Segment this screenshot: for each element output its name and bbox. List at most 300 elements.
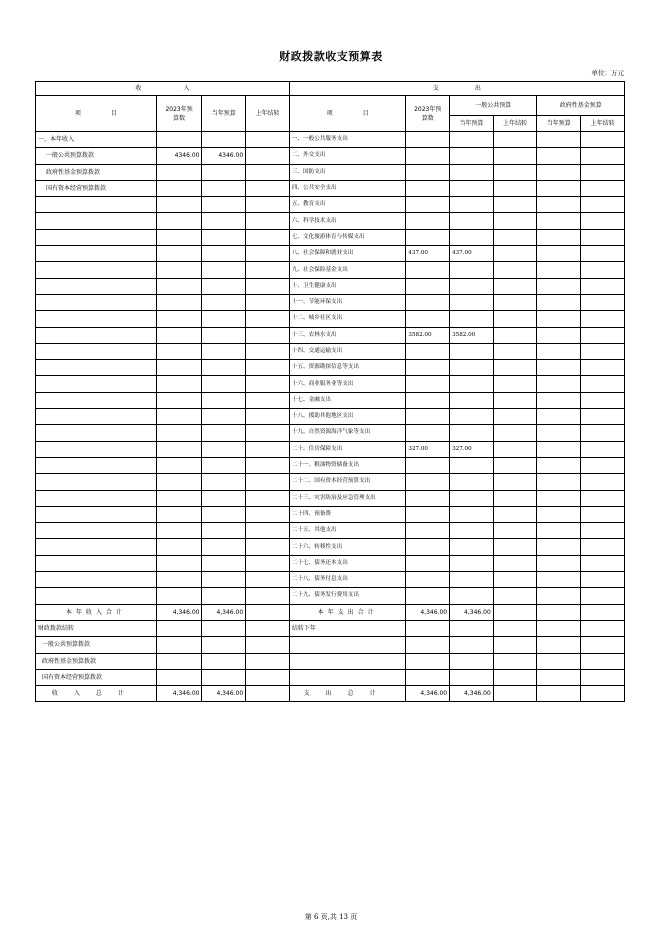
expense-subtotal-budget: 4,346.00 (406, 604, 450, 620)
expense-gp-current-cell (450, 148, 494, 164)
expense-budget-cell (406, 523, 450, 539)
income-prev-cell (246, 490, 290, 506)
income-prev-cell (246, 262, 290, 278)
expense-gf-prev-cell (581, 213, 625, 229)
income-current-cell (202, 164, 246, 180)
income-current-cell (202, 539, 246, 555)
expense-budget-cell: 437.00 (406, 246, 450, 262)
expense-subtotal-gp-current: 4,346.00 (450, 604, 494, 620)
expense-gp-current-cell (450, 229, 494, 245)
income-item-cell (36, 588, 157, 604)
expense-gp-prev-cell (493, 392, 537, 408)
expense-carry-value (537, 669, 581, 685)
expense-item-cell: 二十三、灾害防治及应急管理支出 (289, 490, 406, 506)
expense-carry-value (450, 620, 494, 636)
income-current-cell (202, 360, 246, 376)
expense-gf-current-cell (537, 588, 581, 604)
expense-item-cell: 十九、自然资源海洋气象等支出 (289, 425, 406, 441)
income-budget-cell (156, 164, 202, 180)
expense-item-cell: 二十、住房保障支出 (289, 441, 406, 457)
expense-gf-prev-cell (581, 539, 625, 555)
income-current-cell (202, 343, 246, 359)
table-row (36, 490, 625, 506)
expense-item-cell: 二十二、国有资本经营预算支出 (289, 474, 406, 490)
expense-item-cell: 七、文化旅游体育与传媒支出 (289, 229, 406, 245)
expense-gp-prev-cell (493, 441, 537, 457)
expense-gf-prev-cell (581, 180, 625, 196)
carry-row (36, 653, 625, 669)
income-carry-item: 一般公共预算拨款 (36, 637, 157, 653)
table-row (36, 392, 625, 408)
expense-gp-prev-cell (493, 360, 537, 376)
expense-gp-prev-cell (493, 262, 537, 278)
page-title: 财政拨款收支预算表 (279, 50, 383, 63)
income-item-cell (36, 425, 157, 441)
income-prev-cell (246, 311, 290, 327)
expense-gp-current-cell (450, 311, 494, 327)
expense-gp-current-cell (450, 588, 494, 604)
income-prev-cell (246, 555, 290, 571)
expense-gf-prev-cell (581, 262, 625, 278)
income-carry-value (246, 620, 290, 636)
income-subtotal-prev (246, 604, 290, 620)
expense-gp-current-cell: 3582.00 (450, 327, 494, 343)
expense-gp-current-cell (450, 425, 494, 441)
income-item-cell: 一、本年收入 (36, 132, 157, 148)
income-current-cell (202, 180, 246, 196)
expense-gf-prev-cell (581, 148, 625, 164)
expense-gp-current-cell (450, 474, 494, 490)
expense-gf-prev-cell (581, 311, 625, 327)
gov-fund-header: 政府性基金预算 (537, 96, 625, 116)
income-current-cell (202, 262, 246, 278)
expense-item-cell: 八、社会保障和就业支出 (289, 246, 406, 262)
expense-item-cell: 十五、资源勘探信息等支出 (289, 360, 406, 376)
expense-carry-value (493, 637, 537, 653)
gp-current-header: 当年预算 (450, 116, 494, 132)
income-item-cell: 一般公共预算拨款 (36, 148, 157, 164)
expense-gp-current-cell (450, 572, 494, 588)
gp-prev-header: 上年结转 (493, 116, 537, 132)
expense-gf-prev-cell (581, 588, 625, 604)
expense-budget-cell: 327.00 (406, 441, 450, 457)
income-item-header: 项 目 (36, 96, 157, 132)
expense-budget-cell (406, 197, 450, 213)
expense-carry-item (289, 669, 406, 685)
expense-gp-current-cell: 437.00 (450, 246, 494, 262)
income-carry-item: 政府性基金预算拨款 (36, 653, 157, 669)
expense-item-cell: 十一、节能环保支出 (289, 294, 406, 310)
table-row (36, 246, 625, 262)
expense-carry-value (581, 669, 625, 685)
income-item-cell (36, 490, 157, 506)
expense-budget-cell (406, 311, 450, 327)
expense-gf-prev-cell (581, 376, 625, 392)
expense-gf-prev-cell (581, 457, 625, 473)
expense-gp-prev-cell (493, 555, 537, 571)
income-budget-cell (156, 523, 202, 539)
expense-item-cell: 十二、城乡社区支出 (289, 311, 406, 327)
expense-gf-prev-cell (581, 572, 625, 588)
income-current-cell (202, 425, 246, 441)
expense-budget-cell (406, 360, 450, 376)
table-row (36, 555, 625, 571)
expense-gf-prev-cell (581, 246, 625, 262)
income-budget-cell (156, 392, 202, 408)
expense-budget-cell: 3582.00 (406, 327, 450, 343)
income-budget-cell (156, 278, 202, 294)
expense-total-gf-prev (581, 686, 625, 702)
income-prev-cell (246, 246, 290, 262)
income-item-cell (36, 360, 157, 376)
income-current-cell (202, 409, 246, 425)
income-total-current: 4,346.00 (202, 686, 246, 702)
expense-carry-value (406, 653, 450, 669)
income-item-cell (36, 246, 157, 262)
income-prev-cell (246, 343, 290, 359)
expense-carry-value (581, 620, 625, 636)
expense-gf-prev-cell (581, 523, 625, 539)
expense-gf-current-cell (537, 164, 581, 180)
expense-item-cell: 六、科学技术支出 (289, 213, 406, 229)
income-current-cell (202, 392, 246, 408)
expense-budget-header: 2023年预算数 (406, 96, 450, 132)
table-row (36, 425, 625, 441)
income-current-cell (202, 572, 246, 588)
table-row (36, 327, 625, 343)
expense-subtotal-gf-current (537, 604, 581, 620)
expense-gf-prev-cell (581, 425, 625, 441)
income-item-cell (36, 229, 157, 245)
expense-gf-prev-cell (581, 294, 625, 310)
income-budget-cell (156, 376, 202, 392)
expense-carry-value (406, 637, 450, 653)
income-carry-value (246, 637, 290, 653)
income-budget-cell (156, 409, 202, 425)
income-current-cell (202, 555, 246, 571)
income-item-cell (36, 555, 157, 571)
income-budget-cell (156, 539, 202, 555)
expense-carry-value (537, 653, 581, 669)
income-prev-cell (246, 523, 290, 539)
expense-carry-value (493, 620, 537, 636)
expense-gf-current-cell (537, 360, 581, 376)
expense-gf-current-cell (537, 327, 581, 343)
table-row (36, 588, 625, 604)
gf-prev-header: 上年结转 (581, 116, 625, 132)
expense-carry-value (450, 653, 494, 669)
expense-budget-cell (406, 392, 450, 408)
income-current-cell (202, 197, 246, 213)
income-carry-value (202, 653, 246, 669)
expense-gp-current-cell (450, 164, 494, 180)
expense-budget-cell (406, 506, 450, 522)
income-prev-cell (246, 588, 290, 604)
income-budget-cell: 4346.00 (156, 148, 202, 164)
income-item-cell (36, 572, 157, 588)
expense-item-cell: 二、外交支出 (289, 148, 406, 164)
table-row (36, 572, 625, 588)
income-budget-cell (156, 360, 202, 376)
income-current-header: 当年预算 (202, 96, 246, 132)
expense-budget-cell (406, 539, 450, 555)
income-prev-cell (246, 392, 290, 408)
income-prev-cell (246, 425, 290, 441)
income-current-cell (202, 588, 246, 604)
table-row (36, 409, 625, 425)
expense-budget-cell (406, 343, 450, 359)
income-item-cell: 政府性基金预算拨款 (36, 164, 157, 180)
income-subtotal-current: 4,346.00 (202, 604, 246, 620)
expense-gp-current-cell (450, 213, 494, 229)
expense-carry-value (537, 620, 581, 636)
expense-budget-cell (406, 376, 450, 392)
expense-gf-prev-cell (581, 229, 625, 245)
table-row (36, 506, 625, 522)
income-current-cell: 4346.00 (202, 148, 246, 164)
income-carry-item: 财政拨款结转 (36, 620, 157, 636)
income-carry-value (202, 637, 246, 653)
expense-carry-value (450, 637, 494, 653)
expense-gp-prev-cell (493, 539, 537, 555)
expense-item-cell: 二十五、其他支出 (289, 523, 406, 539)
income-carry-item: 国有资本经营预算拨款 (36, 669, 157, 685)
income-current-cell (202, 213, 246, 229)
income-prev-cell (246, 213, 290, 229)
expense-gf-current-cell (537, 376, 581, 392)
income-item-cell (36, 409, 157, 425)
expense-carry-value (493, 653, 537, 669)
expense-gp-current-cell (450, 294, 494, 310)
income-item-cell (36, 294, 157, 310)
expense-gp-prev-cell (493, 213, 537, 229)
expense-item-cell: 一、一般公共服务支出 (289, 132, 406, 148)
expense-gf-current-cell (537, 294, 581, 310)
expense-budget-cell (406, 474, 450, 490)
expense-gp-current-cell (450, 180, 494, 196)
expense-item-cell: 二十一、粮油物资储备支出 (289, 457, 406, 473)
table-row (36, 213, 625, 229)
expense-item-cell: 二十六、转移性支出 (289, 539, 406, 555)
income-budget-cell (156, 425, 202, 441)
expense-gp-prev-cell (493, 229, 537, 245)
income-budget-cell (156, 294, 202, 310)
expense-carry-value (406, 669, 450, 685)
expense-gf-current-cell (537, 490, 581, 506)
expense-gp-current-cell (450, 523, 494, 539)
income-current-cell (202, 311, 246, 327)
expense-budget-cell (406, 409, 450, 425)
total-row (36, 686, 625, 702)
income-current-cell (202, 327, 246, 343)
income-budget-cell (156, 490, 202, 506)
expense-gp-prev-cell (493, 197, 537, 213)
expense-gp-prev-cell (493, 246, 537, 262)
expense-gp-prev-cell (493, 376, 537, 392)
expense-item-cell: 二十四、预备费 (289, 506, 406, 522)
expense-gp-prev-cell (493, 506, 537, 522)
table-row (36, 376, 625, 392)
income-current-cell (202, 474, 246, 490)
expense-budget-cell (406, 164, 450, 180)
expense-gf-prev-cell (581, 164, 625, 180)
expense-gf-prev-cell (581, 392, 625, 408)
table-row (36, 474, 625, 490)
income-budget-cell (156, 474, 202, 490)
expense-gp-prev-cell (493, 132, 537, 148)
income-prev-cell (246, 197, 290, 213)
expense-total-label: 支出总计 (289, 686, 406, 702)
expense-gp-current-cell (450, 457, 494, 473)
expense-item-cell: 十六、商业服务业等支出 (289, 376, 406, 392)
table-row (36, 539, 625, 555)
carry-row (36, 637, 625, 653)
income-item-cell (36, 441, 157, 457)
expense-gp-prev-cell (493, 457, 537, 473)
table-row (36, 311, 625, 327)
expense-gp-current-cell (450, 197, 494, 213)
expense-gf-current-cell (537, 132, 581, 148)
expense-budget-cell (406, 425, 450, 441)
expense-budget-cell (406, 588, 450, 604)
expense-item-cell: 十四、交通运输支出 (289, 343, 406, 359)
gf-current-header: 当年预算 (537, 116, 581, 132)
income-prev-cell (246, 180, 290, 196)
income-prev-cell (246, 376, 290, 392)
expense-budget-cell (406, 490, 450, 506)
expense-budget-cell (406, 572, 450, 588)
expense-item-cell: 五、教育支出 (289, 197, 406, 213)
expense-gp-current-cell: 327.00 (450, 441, 494, 457)
table-row (36, 343, 625, 359)
expense-gf-current-cell (537, 539, 581, 555)
expense-carry-item: 结转下年 (289, 620, 406, 636)
income-budget-cell (156, 572, 202, 588)
expense-gp-current-cell (450, 376, 494, 392)
expense-budget-cell (406, 457, 450, 473)
income-budget-cell (156, 588, 202, 604)
table-row (36, 132, 625, 148)
income-budget-cell (156, 180, 202, 196)
income-current-cell (202, 294, 246, 310)
table-row (36, 180, 625, 196)
expense-gf-prev-cell (581, 132, 625, 148)
income-budget-cell (156, 262, 202, 278)
expense-item-cell: 二十八、债务付息支出 (289, 572, 406, 588)
expense-gp-current-cell (450, 506, 494, 522)
income-item-cell (36, 376, 157, 392)
income-carry-value (156, 620, 202, 636)
expense-gf-prev-cell (581, 409, 625, 425)
budget-table (35, 81, 625, 702)
expense-budget-cell (406, 229, 450, 245)
expense-group-header: 支 出 (289, 82, 624, 96)
income-budget-cell (156, 229, 202, 245)
income-budget-cell (156, 213, 202, 229)
table-row (36, 262, 625, 278)
income-budget-cell (156, 246, 202, 262)
page-footer: 第 6 页,共 13 页 (304, 913, 358, 921)
income-item-cell (36, 474, 157, 490)
income-item-cell (36, 327, 157, 343)
expense-gf-current-cell (537, 148, 581, 164)
expense-gp-prev-cell (493, 294, 537, 310)
income-budget-cell (156, 132, 202, 148)
income-budget-cell (156, 506, 202, 522)
expense-item-cell: 十八、援助其他地区支出 (289, 409, 406, 425)
table-row (36, 457, 625, 473)
expense-item-cell: 十七、金融支出 (289, 392, 406, 408)
income-total-budget: 4,346.00 (156, 686, 202, 702)
expense-gf-current-cell (537, 555, 581, 571)
income-current-cell (202, 506, 246, 522)
expense-gf-current-cell (537, 311, 581, 327)
income-prev-header: 上年结转 (246, 96, 290, 132)
expense-gf-current-cell (537, 474, 581, 490)
income-item-cell (36, 343, 157, 359)
expense-gp-current-cell (450, 278, 494, 294)
expense-gp-current-cell (450, 490, 494, 506)
income-current-cell (202, 229, 246, 245)
table-row (36, 441, 625, 457)
expense-gp-prev-cell (493, 343, 537, 359)
income-subtotal-label: 本年收入合计 (36, 604, 157, 620)
income-prev-cell (246, 278, 290, 294)
income-prev-cell (246, 229, 290, 245)
expense-gp-prev-cell (493, 572, 537, 588)
expense-subtotal-label: 本年支出合计 (289, 604, 406, 620)
table-row (36, 278, 625, 294)
expense-gp-current-cell (450, 262, 494, 278)
subtotal-row (36, 604, 625, 620)
expense-gf-prev-cell (581, 506, 625, 522)
income-subtotal-budget: 4,346.00 (156, 604, 202, 620)
expense-gf-current-cell (537, 425, 581, 441)
expense-gp-current-cell (450, 539, 494, 555)
expense-gf-current-cell (537, 229, 581, 245)
expense-carry-item (289, 653, 406, 669)
income-group-header: 收 入 (36, 82, 290, 96)
income-prev-cell (246, 539, 290, 555)
table-row (36, 148, 625, 164)
table-row (36, 523, 625, 539)
expense-carry-value (581, 653, 625, 669)
expense-gf-prev-cell (581, 278, 625, 294)
income-prev-cell (246, 572, 290, 588)
expense-item-cell: 十、卫生健康支出 (289, 278, 406, 294)
expense-gf-current-cell (537, 180, 581, 196)
expense-gp-prev-cell (493, 148, 537, 164)
income-prev-cell (246, 457, 290, 473)
expense-gp-prev-cell (493, 180, 537, 196)
expense-gf-current-cell (537, 572, 581, 588)
income-item-cell (36, 506, 157, 522)
income-budget-cell (156, 327, 202, 343)
income-budget-cell (156, 441, 202, 457)
income-prev-cell (246, 360, 290, 376)
expense-gf-prev-cell (581, 360, 625, 376)
expense-gf-current-cell (537, 441, 581, 457)
expense-budget-cell (406, 213, 450, 229)
expense-gp-prev-cell (493, 409, 537, 425)
table-row (36, 229, 625, 245)
income-prev-cell (246, 441, 290, 457)
expense-carry-value (537, 637, 581, 653)
expense-carry-item (289, 637, 406, 653)
income-prev-cell (246, 327, 290, 343)
income-item-cell (36, 311, 157, 327)
expense-gf-current-cell (537, 197, 581, 213)
